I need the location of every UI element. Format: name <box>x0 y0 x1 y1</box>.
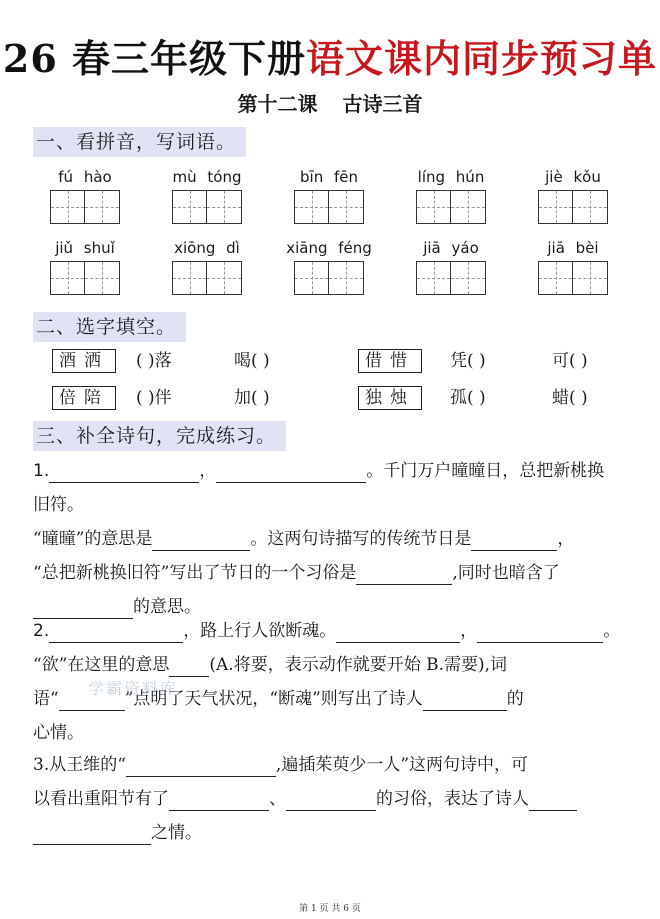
answer-blank[interactable] <box>423 689 507 711</box>
answer-blank[interactable] <box>152 529 250 551</box>
answer-blank[interactable] <box>529 789 577 811</box>
question-text: 。千门万户曈曈日，总把新桃换 <box>366 461 605 481</box>
question-text: 的习俗，表达了诗人 <box>376 789 529 809</box>
pinyin-item <box>406 168 506 186</box>
question-text: ， <box>557 529 575 549</box>
question-text: “曈曈”的意思是 <box>33 529 153 549</box>
question-text: “总把新桃换旧符”写出了节日的一个习俗是 <box>33 563 357 583</box>
pinyin-text: líng hún <box>417 168 485 186</box>
question-text: 。 <box>603 621 621 641</box>
answer-blank[interactable] <box>477 621 603 643</box>
answer-blank[interactable] <box>216 461 366 483</box>
question-text: 3.从王维的“ <box>33 755 126 775</box>
answer-blank[interactable] <box>169 789 269 811</box>
choice-blank[interactable]: ( )伴 <box>136 388 172 408</box>
answer-blank[interactable] <box>33 823 151 845</box>
question-text: 之情。 <box>151 823 202 843</box>
writing-grid[interactable] <box>50 190 120 224</box>
question-text: ， <box>460 621 478 641</box>
pinyin-item <box>406 239 506 257</box>
pinyin-text: jiǔ shuǐ <box>55 239 115 257</box>
page-footer: 第 1 页 共 6 页 <box>299 904 361 914</box>
choice-char-box: 酒洒 <box>52 349 116 373</box>
choice-char-box: 倍陪 <box>52 386 116 410</box>
choice-blank[interactable]: 喝( ) <box>234 351 270 371</box>
pinyin-text: jiè kǒu <box>545 168 601 186</box>
question-1 <box>33 454 633 624</box>
title-red: 语文课内同步预习单 <box>306 36 658 81</box>
pinyin-text: xiāng féng <box>286 239 372 257</box>
choice-blank[interactable]: ( )落 <box>136 351 172 371</box>
pinyin-text: fú hào <box>58 168 112 186</box>
pinyin-text: xiōng dì <box>174 239 240 257</box>
pinyin-text: jiā bèi <box>547 239 599 257</box>
choice-row-1 <box>52 349 632 373</box>
answer-blank[interactable] <box>49 621 183 643</box>
question-text: “欲”在这里的意思 <box>33 655 170 675</box>
question-number: 2. <box>33 621 50 641</box>
title-black: 26 春三年级下册 <box>2 36 307 81</box>
writing-grid[interactable] <box>294 261 364 295</box>
question-text: 旧符。 <box>33 495 84 515</box>
pinyin-item <box>284 168 384 186</box>
question-text: ，路上行人欲断魂。 <box>183 621 337 641</box>
answer-blank[interactable] <box>169 655 209 677</box>
writing-grid[interactable] <box>294 190 364 224</box>
writing-grid[interactable] <box>416 190 486 224</box>
answer-blank[interactable] <box>286 789 376 811</box>
pinyin-item <box>40 168 140 186</box>
question-text: 心情。 <box>33 723 84 743</box>
pinyin-text: mù tóng <box>172 168 242 186</box>
section2-heading: 二、选字填空。 <box>33 312 186 342</box>
choice-char-box: 独烛 <box>358 386 422 410</box>
choice-blank[interactable]: 可( ) <box>552 351 588 371</box>
lesson-subtitle: 第十二课 古诗三首 <box>237 92 423 116</box>
question-text: 以看出重阳节有了 <box>33 789 169 809</box>
question-text: 、 <box>269 789 286 809</box>
choice-char-box: 借惜 <box>358 349 422 373</box>
answer-blank[interactable] <box>126 755 276 777</box>
choice-blank[interactable]: 加( ) <box>234 388 270 408</box>
question-text: ,同时也暗含了 <box>452 563 560 583</box>
writing-grid[interactable] <box>538 261 608 295</box>
choice-blank[interactable]: 孤( ) <box>450 388 486 408</box>
pinyin-text: jiā yáo <box>423 239 479 257</box>
question-3 <box>33 748 633 850</box>
pinyin-item <box>528 239 628 257</box>
question-text: 。这两句诗描写的传统节日是 <box>250 529 472 549</box>
pinyin-row-1 <box>40 168 630 232</box>
section3-heading: 三、补全诗句，完成练习。 <box>33 421 286 451</box>
question-text: ,遍插茱萸少一人”这两句诗中，可 <box>275 755 529 775</box>
answer-blank[interactable] <box>336 621 460 643</box>
watermark: 学霸资料库 <box>88 679 179 698</box>
pinyin-item <box>284 239 384 257</box>
choice-row-2 <box>52 386 632 410</box>
pinyin-item <box>162 168 262 186</box>
writing-grid[interactable] <box>416 261 486 295</box>
question-text: ”点明了天气状况，“断魂”则写出了诗人 <box>124 689 423 709</box>
pinyin-item <box>162 239 262 257</box>
pinyin-item <box>40 239 140 257</box>
pinyin-item <box>528 168 628 186</box>
answer-blank[interactable] <box>49 461 199 483</box>
question-text: (A.将要，表示动作就要开始 B.需要),词 <box>209 655 508 675</box>
question-text: ， <box>199 461 217 481</box>
question-text: 语“ <box>33 689 59 709</box>
writing-grid[interactable] <box>172 261 242 295</box>
writing-grid[interactable] <box>50 261 120 295</box>
answer-blank[interactable] <box>471 529 557 551</box>
writing-grid[interactable] <box>172 190 242 224</box>
pinyin-text: bīn fēn <box>300 168 358 186</box>
choice-blank[interactable]: 蜡( ) <box>552 388 588 408</box>
question-text: 的意思。 <box>133 597 201 617</box>
question-number: 1. <box>33 461 50 481</box>
answer-blank[interactable] <box>356 563 452 585</box>
section1-heading: 一、看拼音，写词语。 <box>33 127 246 157</box>
choice-blank[interactable]: 凭( ) <box>450 351 486 371</box>
page-title <box>0 28 660 83</box>
question-text: 的 <box>506 689 524 709</box>
pinyin-row-2 <box>40 239 630 303</box>
writing-grid[interactable] <box>538 190 608 224</box>
